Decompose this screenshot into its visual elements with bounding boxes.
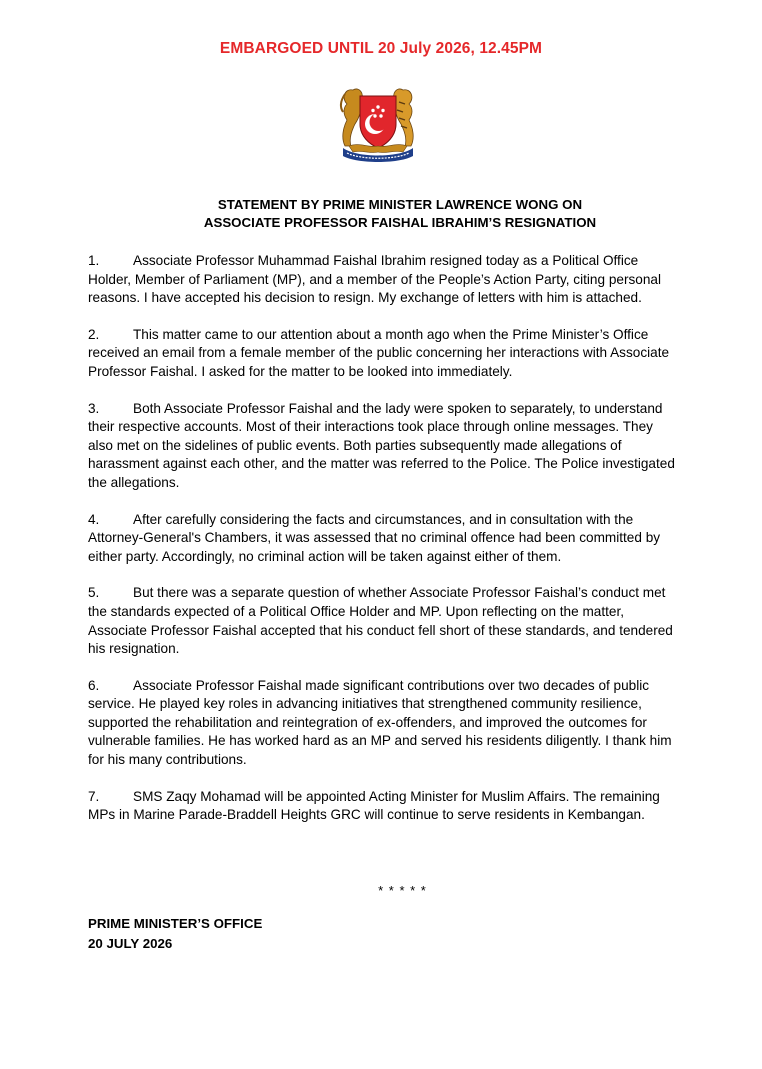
statement-title (0, 196, 762, 232)
paragraph-5 (88, 584, 676, 658)
paragraph-7 (88, 788, 676, 825)
title-line-1: STATEMENT BY PRIME MINISTER LAWRENCE WONG ON (217, 197, 583, 212)
section-separator: * * * * * (378, 883, 427, 898)
paragraph-4 (88, 511, 676, 567)
embargo-notice: EMBARGOED UNTIL 20 July 2026, 12.45PM (219, 40, 543, 57)
statement-body (88, 252, 676, 843)
paragraph-1 (88, 252, 676, 308)
singapore-coat-of-arms-icon (333, 84, 423, 162)
issue-date: 20 JULY 2026 (88, 935, 173, 951)
paragraph-text: SMS Zaqy Mohamad will be appointed Acting Minister for Muslim Affairs. The remaining MPs in Marine Parade-Braddell Heights GRC will continue to serve residents in Kembangan. (88, 788, 660, 823)
paragraph-text: But there was a separate question of whether Associate Professor Faishal’s conduct met the standards expected of a Political Office Holder and MP. Upon reflecting on the matter, Associate Professor Faishal accepted that his conduct fell short of these standards, and tendered his resignation. (88, 585, 673, 657)
issuing-office: PRIME MINISTER’S OFFICE (88, 916, 263, 931)
paragraph-number: 4. (88, 511, 100, 527)
paragraph-2 (88, 326, 676, 382)
paragraph-text: This matter came to our attention about a month ago when the Prime Minister’s Office received an email from a female member of the public concerning her interactions with Associate Professor Faishal. I asked for the matter to be looked into immediately. (88, 326, 670, 379)
signature-block (88, 914, 262, 953)
paragraph-text: Associate Professor Muhammad Faishal Ibrahim resigned today as a Political Office Holder, Member of Parliament (MP), and a member of the People’s Action Party, citing personal reasons. I have accepted his decision to resign. My exchange of letters with him is attached. (88, 253, 661, 306)
paragraph-number: 1. (88, 253, 100, 268)
paragraph-6 (88, 677, 676, 770)
paragraph-text: Both Associate Professor Faishal and the lady were spoken to separately, to understand their respective accounts. Most of their interactions took place through online messages. They also met on the sidelines of public events. Both parties subsequently made allegations of harassment against each other, and the matter was referred to the Police. The Police investigated the allegations. (88, 400, 675, 490)
paragraph-number: 2. (88, 326, 100, 342)
paragraph-number: 5. (88, 585, 100, 601)
paragraph-text: Associate Professor Faishal made significant contributions over two decades of public service. He played key roles in advancing initiatives that strengthened community resilience, supported the rehabilitation and reintegration of ex-offenders, and improved the outcomes for vulnerable families. He has worked hard as an MP and served his residents diligently. I thank him for his many contributions. (88, 677, 672, 768)
title-line-2: ASSOCIATE PROFESSOR FAISHAL IBRAHIM’S RESIGNATION (203, 215, 597, 230)
paragraph-number: 6. (88, 677, 100, 693)
paragraph-text: After carefully considering the facts and circumstances, and in consultation with the Attorney-General's Chambers, it was assessed that no criminal offence had been committed by either party. Accordingly, no criminal action will be taken against either of them. (88, 511, 661, 564)
paragraph-number: 7. (88, 788, 100, 804)
paragraph-number: 3. (88, 400, 100, 416)
paragraph-3 (88, 400, 676, 493)
